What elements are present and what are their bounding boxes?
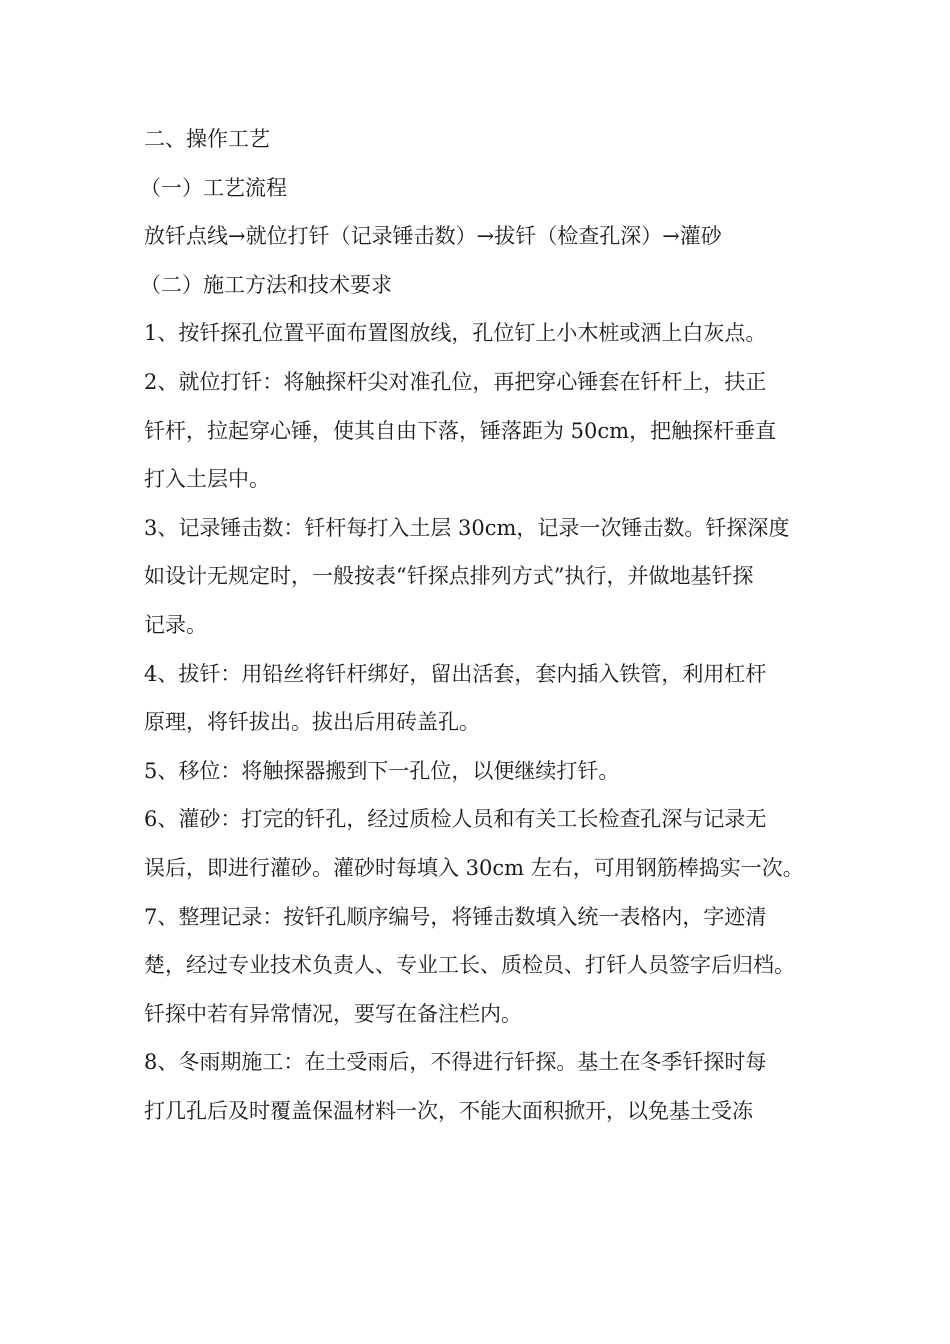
paragraph-line: 6、灌砂：打完的钎孔，经过质检人员和有关工长检查孔深与记录无 [144,807,767,832]
paragraph-line: 5、移位：将触探器搬到下一孔位，以便继续打钎。 [144,758,620,783]
paragraph-line: 如设计无规定时，一般按表“钎探点排列方式”执行，并做地基钎探 [144,564,754,589]
section-heading: 二、操作工艺 [144,127,270,151]
paragraph-line: 记录。 [144,612,207,637]
paragraph-line: 2、就位打钎：将触探杆尖对准孔位，再把穿心锤套在钎杆上，扶正 [144,369,767,394]
paragraph-line: 8、冬雨期施工：在土受雨后，不得进行钎探。基土在冬季钎探时每 [144,1050,767,1075]
paragraph-line: 楚，经过专业技术负责人、专业工长、质检员、打钎人员签字后归档。 [144,953,795,978]
paragraph-line: 3、记录锤击数：钎杆每打入土层 30cm，记录一次锤击数。钎探深度 [144,515,790,540]
paragraph-line: 7、整理记录：按钎孔顺序编号，将锤击数填入统一表格内，字迹清 [144,904,767,929]
paragraph-line: 钎杆，拉起穿心锤，使其自由下落，锤落距为 50cm，把触探杆垂直 [144,418,777,443]
document-body [140,115,812,1135]
subsection-heading-process: （一）工艺流程 [140,175,287,200]
paragraph-line: 原理，将钎拔出。拔出后用砖盖孔。 [144,710,480,735]
paragraph-line: 打几孔后及时覆盖保温材料一次，不能大面积掀开，以免基土受冻 [144,1098,753,1123]
paragraph-line: 1、按钎探孔位置平面布置图放线，孔位钉上小木桩或洒上白灰点。 [144,321,767,346]
process-flow-line: 放钎点线→就位打钎（记录锤击数）→拔钎（检查孔深）→灌砂 [144,224,722,249]
paragraph-line: 打入土层中。 [144,467,270,492]
paragraph-line: 误后，即进行灌砂。灌砂时每填入 30cm 左右，可用钢筋棒捣实一次。 [144,855,804,880]
paragraph-line: 钎探中若有异常情况，要写在备注栏内。 [144,1001,522,1026]
subsection-heading-methods: （二）施工方法和技术要求 [140,272,392,297]
paragraph-line: 4、拔钎：用铅丝将钎杆绑好，留出活套，套内插入铁管，利用杠杆 [144,661,767,686]
